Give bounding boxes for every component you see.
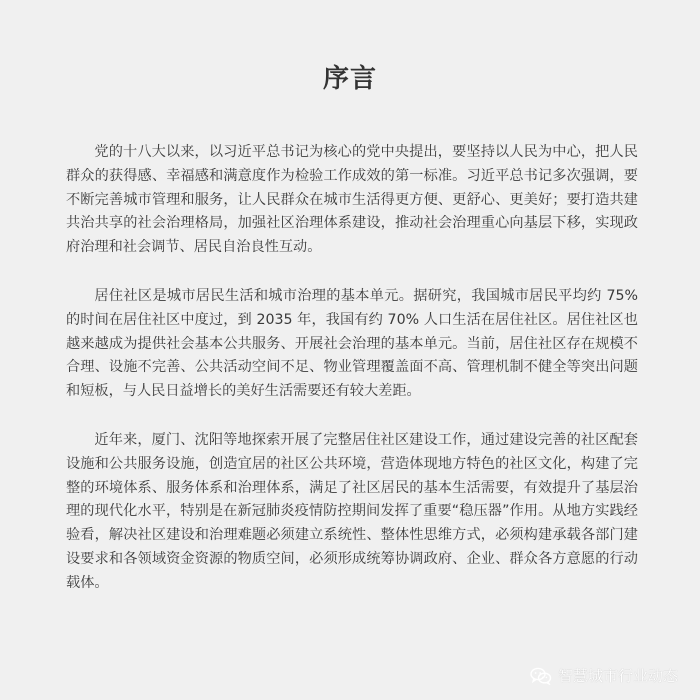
paragraph-1: 党的十八大以来，以习近平总书记为核心的党中央提出，要坚持以人民为中心，把人民群众的获得感、幸福感和满意度作为检验工作成效的第一标准。习近平总书记多次强调，要不断完善城市管理和服务，让人民群众在城市生活得更方便、更舒心、更美好；要打造共建共治共享的社会治理格局，加强社区治理体系建设，推动社会治理重心向基层下移，实现政府治理和社会调节、居民自治良性互动。: [66, 144, 638, 256]
paragraph-3: 近年来，厦门、沈阳等地探索开展了完整居住社区建设工作，通过建设完善的社区配套设施和公共服务设施，创造宜居的社区公共环境，营造体现地方特色的社区文化，构建了完整的环境体系、服务体系和治理体系，满足了社区居民的基本生活需要，有效提升了基层治理的现代化水平，特别是在新冠肺炎疫情防控期间发挥了重要“稳压器”作用。从地方实践经验看，解决社区建设和治理难题必须建立系统性、整体性思维方式，必须构建承载各部门建设要求和各领域资金资源的物质空间，必须形成统筹协调政府、企业、群众各方意愿的行动载体。: [66, 432, 638, 591]
paragraph-2: 居住社区是城市居民生活和城市治理的基本单元。据研究，我国城市居民平均约 75% 的时间在居住社区中度过，到 2035 年，我国有约 70% 人口生活在居住社区。居住社区也越来越成为提供社会基本公共服务、开展社会治理的基本单元。当前，居住社区存在规模不合理、设施不完善、公共活动空间不足、物业管理覆盖面不高、管理机制不健全等突出问题和短板，与人民日益增长的美好生活需要还有较大差距。: [66, 288, 638, 400]
watermark: [530, 666, 678, 686]
page-title: 序言: [322, 64, 377, 94]
watermark-text: 智慧城市行业动态: [557, 667, 678, 685]
wechat-icon: [530, 667, 552, 685]
